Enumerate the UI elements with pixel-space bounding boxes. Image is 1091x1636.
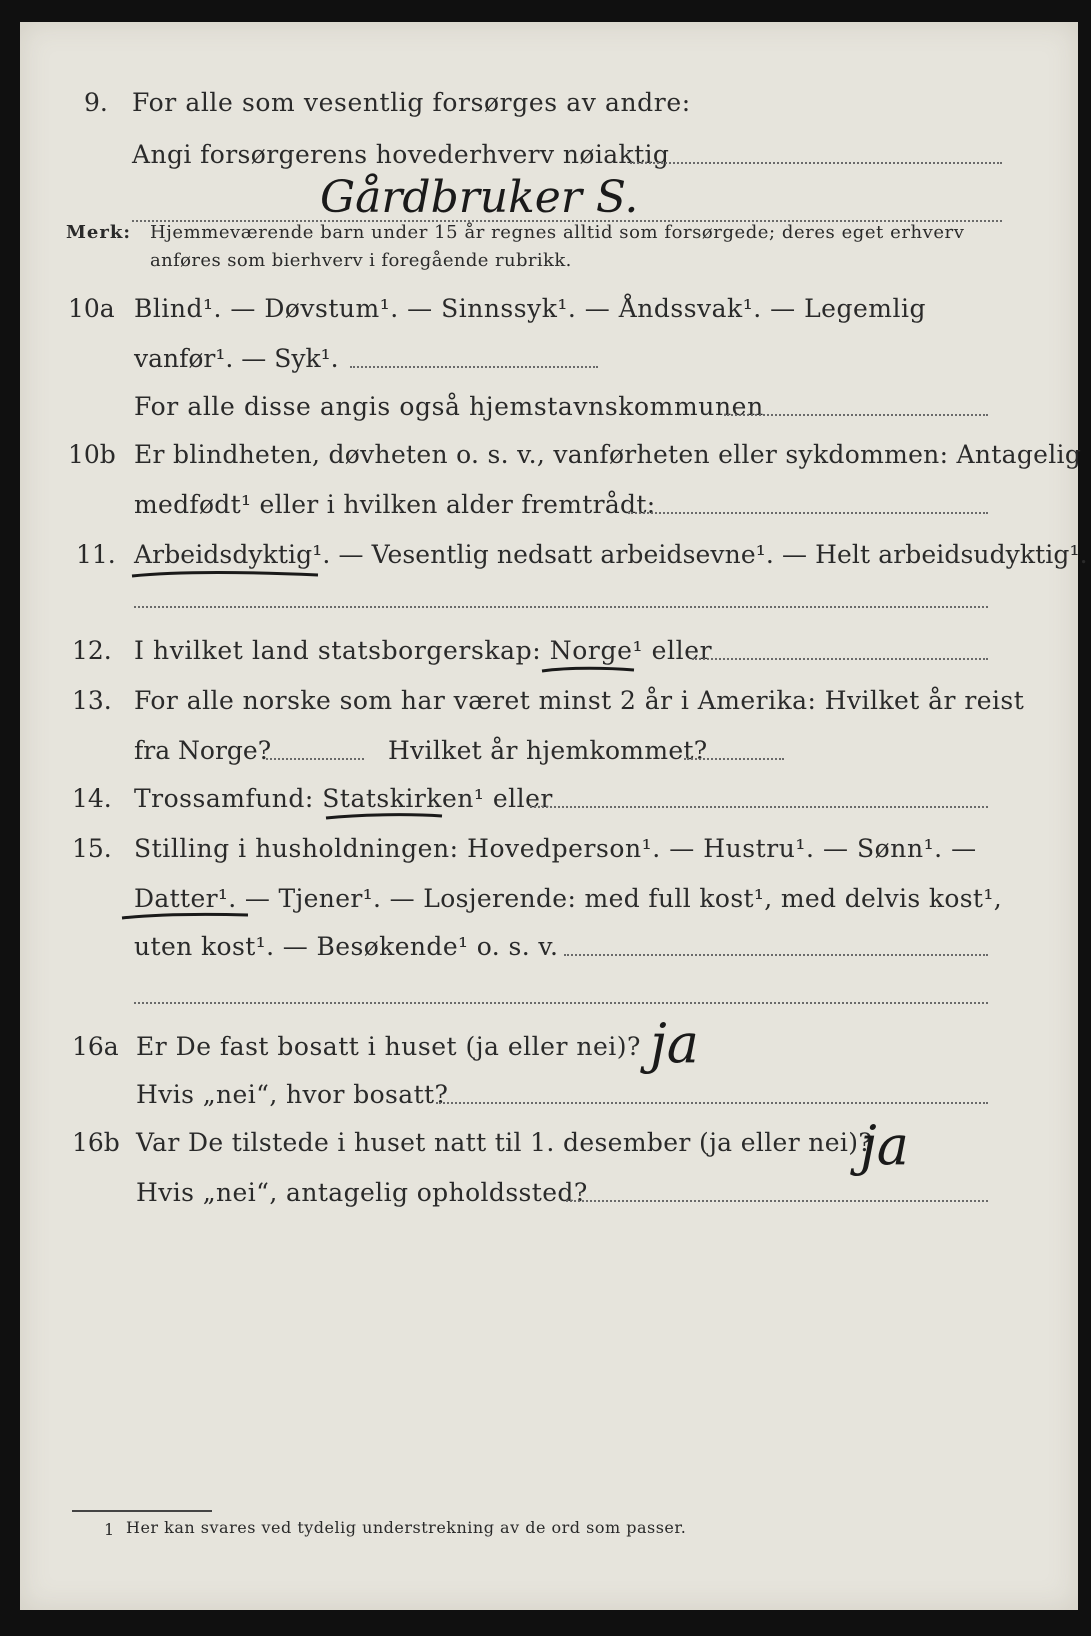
q13-line2a: fra Norge? — [134, 736, 272, 765]
question-number-15: 15. — [72, 834, 112, 863]
q10b-line1: Er blindheten, døvheten o. s. v., vanførheten eller sykdommen: Antagelig — [134, 440, 1082, 469]
q16a-dotted-line — [436, 1102, 988, 1104]
q16a-line1: Er De fast bosatt i huset (ja eller nei)? — [136, 1032, 641, 1061]
q13-dotted-line-1 — [266, 758, 364, 760]
q12-line1: I hvilket land statsborgerskap: Norge¹ eller — [134, 636, 713, 665]
q9-line1: For alle som vesentlig forsørges av andre: — [132, 88, 691, 117]
q10b-dotted-line — [628, 512, 988, 514]
footnote-rule — [72, 1510, 212, 1512]
question-number-10a: 10a — [68, 294, 115, 323]
question-number-14: 14. — [72, 784, 112, 813]
q9-handwritten-answer: Gårdbruker S. — [320, 172, 639, 223]
merk-line1: Hjemmeværende barn under 15 år regnes alltid som forsørgede; deres eget erhverv — [150, 222, 965, 243]
q9-dotted-line — [630, 162, 1002, 164]
q15-dotted-line-1 — [564, 954, 988, 956]
q14-line1: Trossamfund: Statskirken¹ eller — [134, 784, 553, 813]
q16a-line2: Hvis „nei“, hvor bosatt? — [136, 1080, 449, 1109]
q12-dotted-line — [692, 658, 988, 660]
question-number-11: 11. — [76, 540, 116, 569]
question-number-16b: 16b — [72, 1128, 120, 1157]
q16b-handwritten-answer: ja — [860, 1114, 909, 1177]
merk-label: Merk: — [66, 222, 131, 243]
q15-underline-mark — [120, 908, 250, 922]
q16b-line1: Var De tilstede i huset natt til 1. desember (ja eller nei)? — [136, 1128, 873, 1157]
q10a-line2: vanfør¹. — Syk¹. — [134, 344, 339, 373]
q13-line2b: Hvilket år hjemkommet? — [388, 736, 708, 765]
question-number-10b: 10b — [68, 440, 116, 469]
question-number-9: 9. — [84, 88, 108, 117]
question-number-16a: 16a — [72, 1032, 119, 1061]
q15-line1: Stilling i husholdningen: Hovedperson¹. — Hustru¹. — Sønn¹. — — [134, 834, 977, 863]
q10a-dotted-line-1 — [350, 366, 598, 368]
question-number-12: 12. — [72, 636, 112, 665]
q15-answer-line — [134, 1002, 988, 1004]
merk-line2: anføres som bierhverv i foregående rubrikk. — [150, 250, 572, 271]
q10a-line1: Blind¹. — Døvstum¹. — Sinnssyk¹. — Åndssvak¹. — Legemlig — [134, 294, 926, 323]
q15-line2: Datter¹. — Tjener¹. — Losjerende: med full kost¹, med delvis kost¹, — [134, 884, 1002, 913]
q15-line3: uten kost¹. — Besøkende¹ o. s. v. — [134, 932, 559, 961]
q10a-dotted-line-2 — [724, 414, 988, 416]
q11-line1: Arbeidsdyktig¹. — Vesentlig nedsatt arbeidsevne¹. — Helt arbeidsudyktig¹. — [134, 540, 1088, 569]
form-page — [20, 22, 1088, 1610]
q13-dotted-line-2 — [684, 758, 784, 760]
q11-answer-line — [134, 606, 988, 608]
q10b-line2: medfødt¹ eller i hvilken alder fremtrådt: — [134, 490, 656, 519]
q16b-line2: Hvis „nei“, antagelig opholdssted? — [136, 1178, 588, 1207]
q12-underline-mark — [540, 664, 636, 676]
q16a-handwritten-answer: ja — [650, 1012, 699, 1075]
footnote-text: Her kan svares ved tydelig understrekning av de ord som passer. — [126, 1518, 687, 1537]
q14-underline-mark — [324, 810, 444, 822]
q9-line2: Angi forsørgerens hovederhverv nøiaktig — [132, 140, 670, 169]
q16b-dotted-line — [566, 1200, 988, 1202]
q11-underline-mark — [130, 568, 320, 580]
q10a-line3: For alle disse angis også hjemstavnskommunen — [134, 392, 764, 421]
q14-dotted-line — [530, 806, 988, 808]
footnote-mark: 1 — [104, 1520, 115, 1539]
question-number-13: 13. — [72, 686, 112, 715]
q13-line1: For alle norske som har været minst 2 år i Amerika: Hvilket år reist — [134, 686, 1025, 715]
